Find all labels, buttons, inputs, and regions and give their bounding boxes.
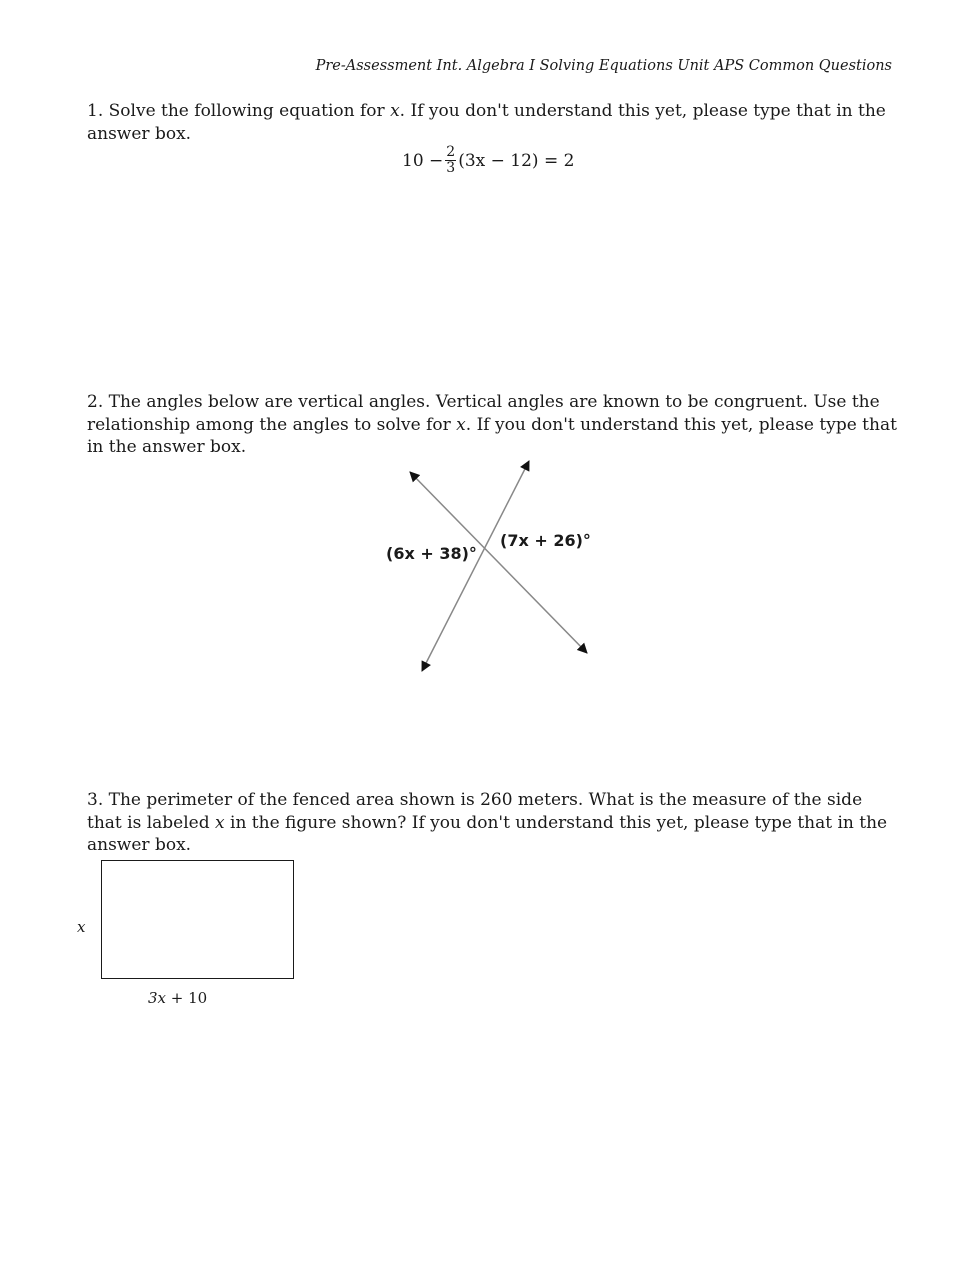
question-1-variable: x (390, 101, 400, 121)
page-header: Pre-Assessment Int. Algebra I Solving Equations Unit APS Common Questions (315, 58, 892, 74)
side-width-constant: + 10 (166, 989, 208, 1007)
question-2-text-b: . If you don't understand this yet, please type that in the answer box. (87, 414, 897, 457)
equation-lead: 10 − (402, 150, 444, 171)
side-width-variable: 3x (148, 989, 167, 1007)
angle-label-left: (6x + 38)° (386, 544, 477, 563)
question-2-variable: x (456, 414, 466, 435)
line-ascending (422, 461, 529, 671)
fenced-area-rectangle (101, 860, 294, 979)
side-label-height: x (77, 918, 86, 936)
question-3-variable: x (215, 812, 225, 833)
question-3 (87, 789, 902, 857)
question-2-text-a: The angles below are vertical angles. Vertical angles are known to be congruent. Use the relationship among the angles to solve for (87, 392, 880, 435)
fraction-denominator: 3 (446, 160, 456, 176)
question-1-text-b: . If you don't understand this yet, please type that in the answer box. (87, 101, 886, 144)
question-1-number: 1. (87, 101, 104, 121)
question-2-number: 2. (87, 392, 104, 412)
fraction-numerator: 2 (446, 144, 456, 160)
question-3-number: 3. (87, 790, 104, 810)
question-1-text-a: Solve the following equation for (108, 101, 391, 121)
question-3-text-a: The perimeter of the fenced area shown is 260 meters. What is the measure of the side that is labeled (87, 790, 863, 833)
angle-label-right: (7x + 26)° (500, 531, 591, 550)
equation-tail: (3x − 12) = 2 (458, 150, 575, 171)
side-label-width (148, 989, 207, 1007)
question-3-text-b: in the figure shown? If you don't understand this yet, please type that in the answer box. (87, 812, 888, 855)
